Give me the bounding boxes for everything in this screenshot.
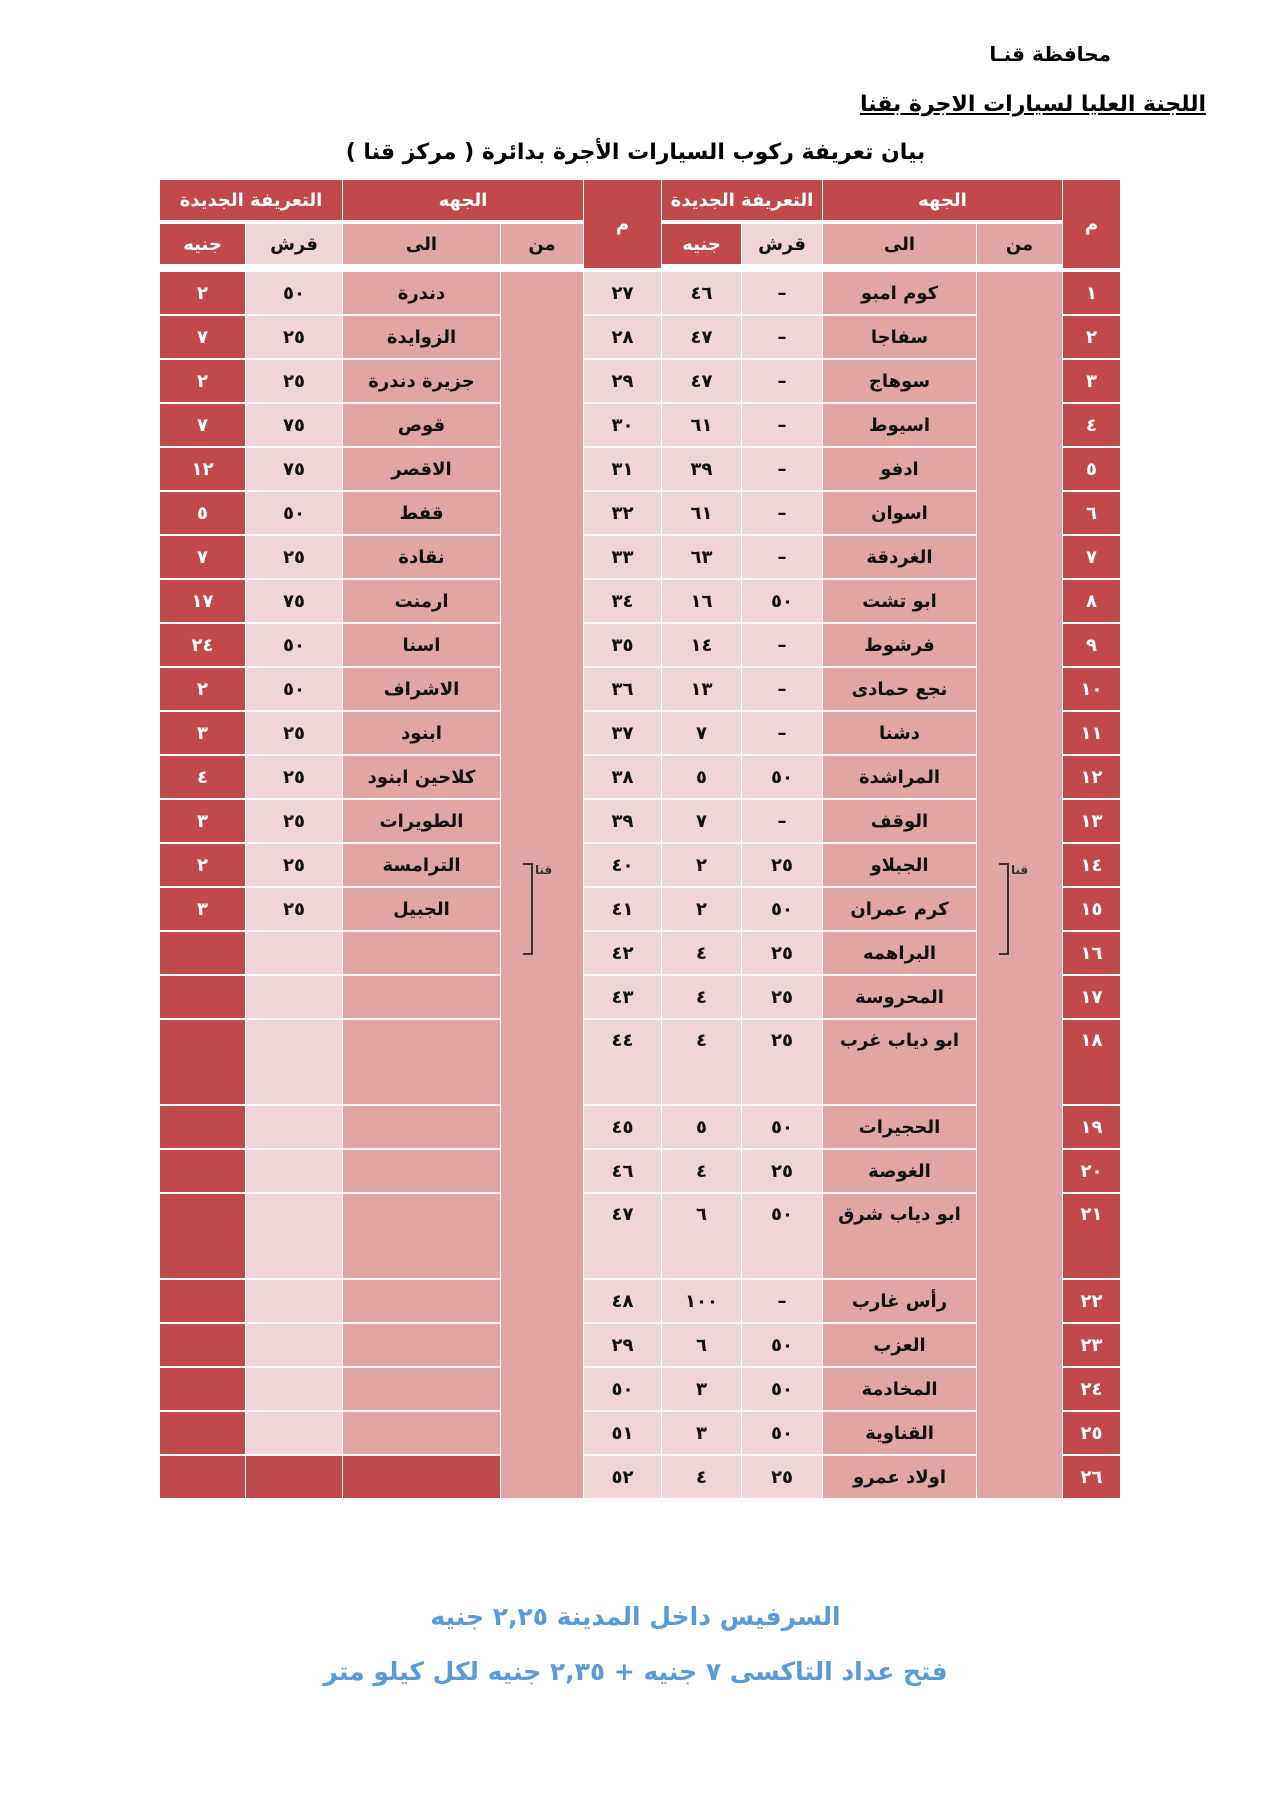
- left-from-merged: [501, 272, 583, 1498]
- right-row-pound: ٣: [662, 1412, 741, 1454]
- left-row-pound: [160, 1280, 245, 1322]
- right-row-destination: المحروسة: [823, 976, 976, 1018]
- right-row-piaster: ٢٥: [742, 1150, 822, 1192]
- left-row-destination: جزيرة دندرة: [343, 360, 500, 402]
- left-row-destination: [343, 932, 500, 974]
- right-row-number: ٢٢: [1063, 1280, 1120, 1322]
- right-row-piaster: ٢٥: [742, 844, 822, 886]
- right-row-destination: ادفو: [823, 448, 976, 490]
- left-row-piaster: ٧٥: [246, 404, 342, 446]
- left-row-number: ٣٣: [584, 536, 661, 578]
- right-row-pound: ٢: [662, 844, 741, 886]
- left-row-piaster: ٢٥: [246, 360, 342, 402]
- service-fare-note: السرفيس داخل المدينة ٢,٢٥ جنيه: [430, 1602, 841, 1631]
- right-row-number: ١٥: [1063, 888, 1120, 930]
- left-row-number: ٢٧: [584, 272, 661, 314]
- left-row-piaster: [246, 1456, 342, 1498]
- left-row-number: ٢٨: [584, 316, 661, 358]
- left-row-piaster: [246, 976, 342, 1018]
- right-row-number: ١٨: [1063, 1020, 1120, 1104]
- right-row-pound: ٤: [662, 1456, 741, 1498]
- left-row-number: ٣٢: [584, 492, 661, 534]
- governorate-title: محافظة قنـا: [989, 42, 1111, 66]
- right-row-piaster: –: [742, 272, 822, 314]
- left-row-number: ٥١: [584, 1412, 661, 1454]
- left-row-piaster: ٢٥: [246, 756, 342, 798]
- left-row-number: ٣٠: [584, 404, 661, 446]
- left-row-piaster: ٢٥: [246, 888, 342, 930]
- right-row-destination: المراشدة: [823, 756, 976, 798]
- right-row-number: ١: [1063, 272, 1120, 314]
- right-row-destination: فرشوط: [823, 624, 976, 666]
- right-row-pound: ٣٩: [662, 448, 741, 490]
- left-row-destination: ابنود: [343, 712, 500, 754]
- left-row-number: ٤٠: [584, 844, 661, 886]
- left-row-number: ٤٣: [584, 976, 661, 1018]
- right-row-destination: رأس غارب: [823, 1280, 976, 1322]
- left-row-number: ٢٩: [584, 1324, 661, 1366]
- right-row-pound: ٤: [662, 1150, 741, 1192]
- right-row-pound: ١٠٠: [662, 1280, 741, 1322]
- left-row-pound: ٥: [160, 492, 245, 534]
- right-row-piaster: –: [742, 668, 822, 710]
- right-row-number: ٢٤: [1063, 1368, 1120, 1410]
- right-row-number: ٢٠: [1063, 1150, 1120, 1192]
- left-row-destination: نقادة: [343, 536, 500, 578]
- left-row-number: ٥٢: [584, 1456, 661, 1498]
- right-row-pound: ٤٧: [662, 360, 741, 402]
- left-header-direction: الجهه: [343, 180, 583, 220]
- right-row-destination: دشنا: [823, 712, 976, 754]
- right-header-direction: الجهه: [823, 180, 1062, 220]
- left-row-number: ٤١: [584, 888, 661, 930]
- left-row-pound: ٣: [160, 888, 245, 930]
- right-row-piaster: ٢٥: [742, 1456, 822, 1498]
- left-row-pound: ٣: [160, 712, 245, 754]
- left-row-pound: [160, 976, 245, 1018]
- right-row-number: ١١: [1063, 712, 1120, 754]
- left-row-destination: [343, 1412, 500, 1454]
- right-row-piaster: –: [742, 404, 822, 446]
- right-header-from: من: [977, 224, 1062, 264]
- page-title: بيان تعريفة ركوب السيارات الأجرة بدائرة ( مركز قنا ): [345, 140, 926, 165]
- left-row-destination: [343, 1194, 500, 1278]
- left-row-destination: اسنا: [343, 624, 500, 666]
- committee-title: اللجنة العليا لسيارات الاجرة بقنا: [859, 92, 1206, 117]
- right-row-destination: ابو دياب غرب: [823, 1020, 976, 1104]
- left-row-pound: [160, 1020, 245, 1104]
- left-row-destination: الزوايدة: [343, 316, 500, 358]
- right-row-destination: كوم امبو: [823, 272, 976, 314]
- right-row-destination: الحجيرات: [823, 1106, 976, 1148]
- left-row-destination: الجبيل: [343, 888, 500, 930]
- left-row-piaster: ٢٥: [246, 800, 342, 842]
- right-row-piaster: ٥٠: [742, 888, 822, 930]
- right-row-destination: الغردقة: [823, 536, 976, 578]
- left-row-piaster: ٥٠: [246, 492, 342, 534]
- right-header-m: م: [1063, 180, 1120, 268]
- right-row-piaster: –: [742, 624, 822, 666]
- left-row-destination: [343, 1020, 500, 1104]
- right-row-number: ٢٦: [1063, 1456, 1120, 1498]
- left-row-pound: ١٧: [160, 580, 245, 622]
- right-row-piaster: ٢٥: [742, 976, 822, 1018]
- right-row-destination: اسيوط: [823, 404, 976, 446]
- left-header-m: م: [584, 180, 661, 268]
- right-row-destination: الغوصة: [823, 1150, 976, 1192]
- right-row-piaster: –: [742, 448, 822, 490]
- right-row-number: ٥: [1063, 448, 1120, 490]
- right-row-piaster: ٥٠: [742, 580, 822, 622]
- right-row-piaster: –: [742, 360, 822, 402]
- left-row-number: ٤٧: [584, 1194, 661, 1278]
- left-row-number: ٣١: [584, 448, 661, 490]
- left-row-piaster: [246, 1150, 342, 1192]
- right-row-destination: المخادمة: [823, 1368, 976, 1410]
- right-row-destination: ابو تشت: [823, 580, 976, 622]
- left-row-number: ٣٨: [584, 756, 661, 798]
- right-row-pound: ٦: [662, 1194, 741, 1278]
- left-row-destination: كلاحين ابنود: [343, 756, 500, 798]
- right-bracket-note: قنا: [1011, 863, 1029, 877]
- right-row-piaster: –: [742, 492, 822, 534]
- left-row-pound: [160, 1150, 245, 1192]
- left-row-number: ٣٥: [584, 624, 661, 666]
- left-row-pound: [160, 1412, 245, 1454]
- left-row-piaster: ٧٥: [246, 580, 342, 622]
- right-row-number: ٢١: [1063, 1194, 1120, 1278]
- left-row-pound: [160, 1456, 245, 1498]
- right-row-number: ١٧: [1063, 976, 1120, 1018]
- right-row-destination: ابو دياب شرق: [823, 1194, 976, 1278]
- right-row-number: ١٦: [1063, 932, 1120, 974]
- right-row-piaster: ٢٥: [742, 932, 822, 974]
- left-row-destination: قفط: [343, 492, 500, 534]
- right-header-new-fare: التعريفة الجديدة: [662, 180, 822, 220]
- right-row-piaster: –: [742, 316, 822, 358]
- left-row-piaster: ٧٥: [246, 448, 342, 490]
- left-row-piaster: [246, 1324, 342, 1366]
- right-row-pound: ٢: [662, 888, 741, 930]
- left-row-piaster: ٥٠: [246, 272, 342, 314]
- left-header-to: الى: [343, 224, 500, 264]
- right-row-number: ٨: [1063, 580, 1120, 622]
- left-row-piaster: [246, 1106, 342, 1148]
- right-row-pound: ١٤: [662, 624, 741, 666]
- right-row-pound: ٤: [662, 932, 741, 974]
- left-row-piaster: [246, 932, 342, 974]
- left-row-destination: [343, 1368, 500, 1410]
- taxi-fare-note: فتح عداد التاكسى ٧ جنيه + ٢,٣٥ جنيه لكل كيلو متر: [323, 1657, 948, 1686]
- right-row-number: ١٢: [1063, 756, 1120, 798]
- right-row-pound: ٥: [662, 1106, 741, 1148]
- right-row-destination: سوهاج: [823, 360, 976, 402]
- right-header-to: الى: [823, 224, 976, 264]
- right-row-piaster: ٥٠: [742, 1324, 822, 1366]
- right-row-pound: ٤٦: [662, 272, 741, 314]
- right-row-destination: العزب: [823, 1324, 976, 1366]
- left-row-piaster: ٥٠: [246, 624, 342, 666]
- left-row-pound: ٢: [160, 668, 245, 710]
- left-row-pound: ٧: [160, 536, 245, 578]
- fare-table: [160, 180, 1120, 1563]
- right-row-pound: ٧: [662, 712, 741, 754]
- left-row-destination: الاقصر: [343, 448, 500, 490]
- left-row-piaster: ٢٥: [246, 536, 342, 578]
- left-header-from: من: [501, 224, 583, 264]
- left-row-number: ٣٩: [584, 800, 661, 842]
- left-row-number: ٢٩: [584, 360, 661, 402]
- right-row-number: ٢: [1063, 316, 1120, 358]
- right-row-destination: اولاد عمرو: [823, 1456, 976, 1498]
- right-row-piaster: –: [742, 536, 822, 578]
- left-row-number: ٤٥: [584, 1106, 661, 1148]
- left-row-number: ٤٦: [584, 1150, 661, 1192]
- left-row-pound: ٤: [160, 756, 245, 798]
- right-row-number: ١٩: [1063, 1106, 1120, 1148]
- left-row-destination: ارمنت: [343, 580, 500, 622]
- left-row-number: ٣٧: [584, 712, 661, 754]
- right-row-number: ٢٣: [1063, 1324, 1120, 1366]
- left-row-destination: الطويرات: [343, 800, 500, 842]
- left-row-destination: [343, 976, 500, 1018]
- left-row-pound: [160, 1194, 245, 1278]
- right-row-piaster: –: [742, 1280, 822, 1322]
- right-row-number: ١٠: [1063, 668, 1120, 710]
- left-header-piaster: قرش: [246, 224, 342, 264]
- left-row-destination: [343, 1280, 500, 1322]
- right-row-pound: ٣: [662, 1368, 741, 1410]
- right-from-merged: [977, 272, 1062, 1498]
- right-row-piaster: ٥٠: [742, 1368, 822, 1410]
- left-row-pound: [160, 1324, 245, 1366]
- left-row-piaster: [246, 1020, 342, 1104]
- left-row-piaster: ٢٥: [246, 316, 342, 358]
- left-row-destination: [343, 1150, 500, 1192]
- left-bracket-note: قنا: [535, 863, 553, 877]
- left-row-piaster: ٢٥: [246, 844, 342, 886]
- left-row-pound: ٣: [160, 800, 245, 842]
- right-header-pound: جنيه: [662, 224, 741, 264]
- left-row-destination: الاشراف: [343, 668, 500, 710]
- left-row-piaster: [246, 1412, 342, 1454]
- left-row-piaster: ٥٠: [246, 668, 342, 710]
- right-row-pound: ٦: [662, 1324, 741, 1366]
- left-row-pound: [160, 1368, 245, 1410]
- left-row-destination: [343, 1106, 500, 1148]
- right-row-destination: كرم عمران: [823, 888, 976, 930]
- left-row-destination: [343, 1456, 500, 1498]
- left-row-destination: قوص: [343, 404, 500, 446]
- left-row-pound: ٢٤: [160, 624, 245, 666]
- left-row-number: ٣٦: [584, 668, 661, 710]
- right-row-piaster: –: [742, 712, 822, 754]
- right-row-destination: نجع حمادى: [823, 668, 976, 710]
- right-row-number: ٩: [1063, 624, 1120, 666]
- right-row-pound: ١٣: [662, 668, 741, 710]
- left-row-number: ٣٤: [584, 580, 661, 622]
- left-row-piaster: [246, 1368, 342, 1410]
- right-row-number: ١٤: [1063, 844, 1120, 886]
- left-header-pound: جنيه: [160, 224, 245, 264]
- left-row-number: ٤٢: [584, 932, 661, 974]
- left-row-pound: ٧: [160, 404, 245, 446]
- right-row-pound: ٧: [662, 800, 741, 842]
- left-row-pound: ١٢: [160, 448, 245, 490]
- right-row-piaster: ٥٠: [742, 756, 822, 798]
- right-row-piaster: ٥٠: [742, 1194, 822, 1278]
- left-row-pound: [160, 1106, 245, 1148]
- right-row-piaster: ٢٥: [742, 1020, 822, 1104]
- right-row-destination: سفاجا: [823, 316, 976, 358]
- left-bracket: [523, 863, 533, 955]
- right-row-piaster: ٥٠: [742, 1106, 822, 1148]
- left-row-destination: دندرة: [343, 272, 500, 314]
- right-row-pound: ٤: [662, 976, 741, 1018]
- left-row-pound: ٢: [160, 272, 245, 314]
- right-row-pound: ٦١: [662, 492, 741, 534]
- left-header-new-fare: التعريفة الجديدة: [160, 180, 342, 220]
- left-row-piaster: [246, 1280, 342, 1322]
- right-row-destination: اسوان: [823, 492, 976, 534]
- left-row-destination: [343, 1324, 500, 1366]
- right-row-destination: الوقف: [823, 800, 976, 842]
- right-row-pound: ٥: [662, 756, 741, 798]
- left-row-piaster: [246, 1194, 342, 1278]
- right-row-pound: ١٦: [662, 580, 741, 622]
- right-row-number: ٢٥: [1063, 1412, 1120, 1454]
- left-row-pound: ٢: [160, 844, 245, 886]
- left-row-number: ٤٤: [584, 1020, 661, 1104]
- right-row-pound: ٦١: [662, 404, 741, 446]
- right-row-number: ٣: [1063, 360, 1120, 402]
- left-row-pound: ٢: [160, 360, 245, 402]
- right-row-destination: القناوية: [823, 1412, 976, 1454]
- right-row-number: ١٣: [1063, 800, 1120, 842]
- right-row-number: ٧: [1063, 536, 1120, 578]
- right-row-pound: ٤٧: [662, 316, 741, 358]
- left-row-number: ٤٨: [584, 1280, 661, 1322]
- right-header-piaster: قرش: [742, 224, 822, 264]
- right-row-piaster: ٥٠: [742, 1412, 822, 1454]
- right-row-number: ٦: [1063, 492, 1120, 534]
- left-row-piaster: ٢٥: [246, 712, 342, 754]
- right-row-number: ٤: [1063, 404, 1120, 446]
- right-row-destination: البراهمه: [823, 932, 976, 974]
- left-row-number: ٥٠: [584, 1368, 661, 1410]
- right-bracket: [999, 863, 1009, 955]
- left-row-destination: الترامسة: [343, 844, 500, 886]
- right-row-piaster: –: [742, 800, 822, 842]
- right-row-destination: الجبلاو: [823, 844, 976, 886]
- left-row-pound: ٧: [160, 316, 245, 358]
- left-row-pound: [160, 932, 245, 974]
- right-row-pound: ٦٣: [662, 536, 741, 578]
- right-row-pound: ٤: [662, 1020, 741, 1104]
